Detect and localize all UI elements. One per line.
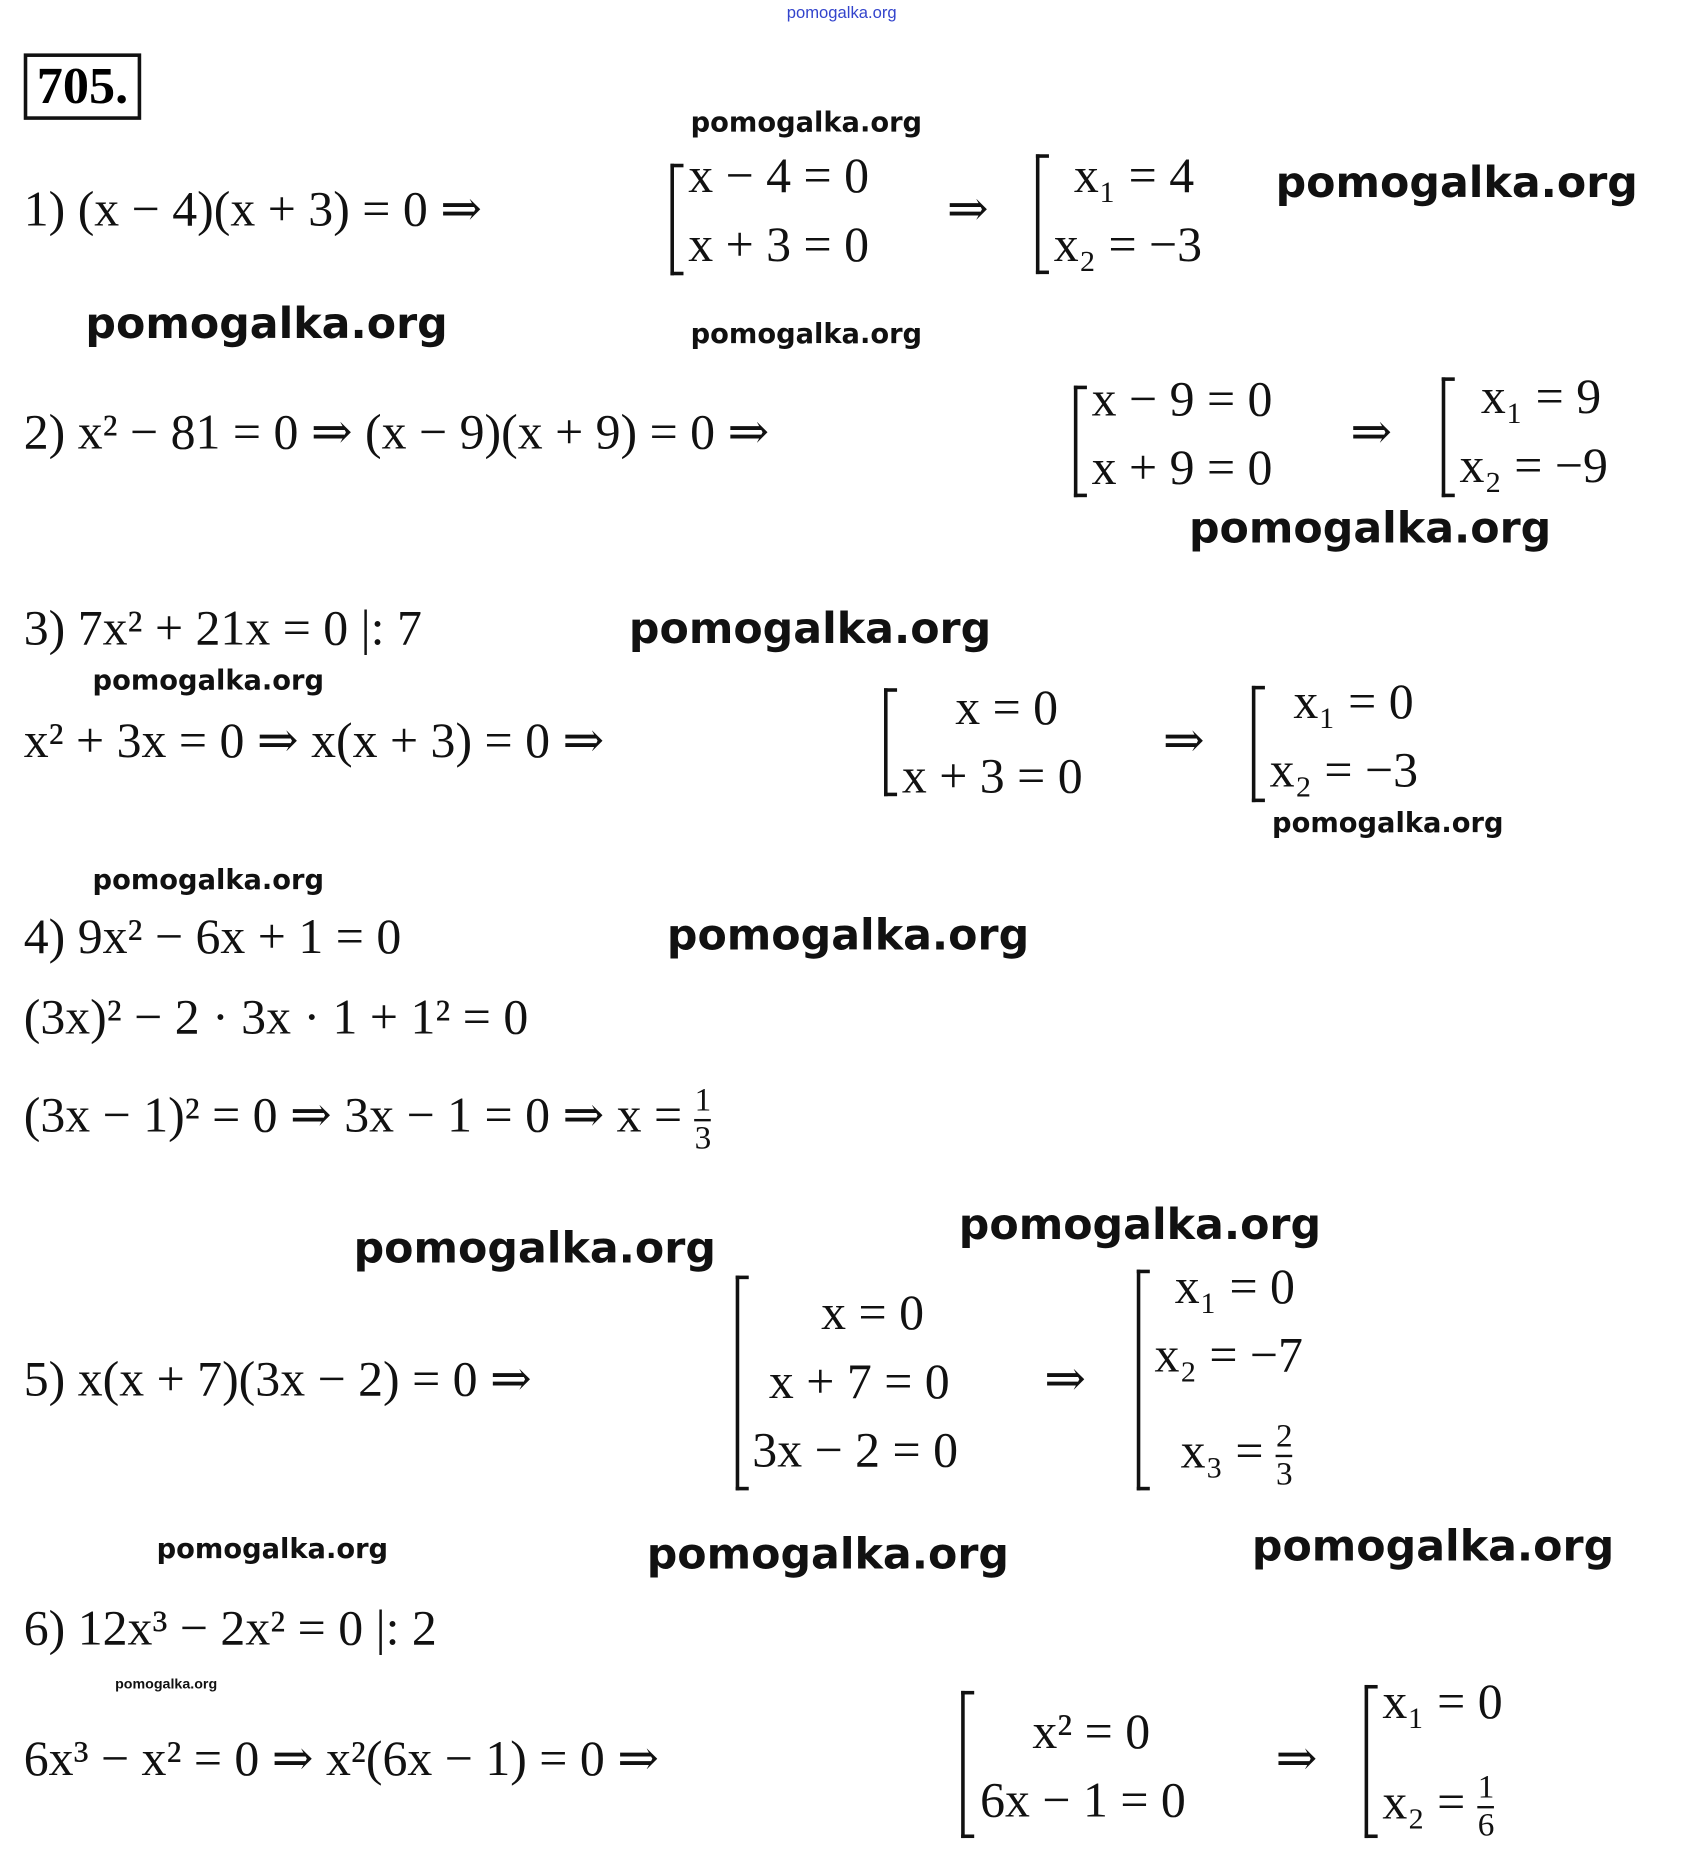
root: x₁ = 0 bbox=[1293, 675, 1414, 730]
system-bracket bbox=[1442, 377, 1455, 497]
root: x₁ = 0 bbox=[1174, 1260, 1295, 1315]
implies-arrow: ⇒ bbox=[1162, 714, 1205, 769]
p6-equation: 6) 12x³ − 2x² = 0 |: 2 bbox=[23, 1601, 437, 1657]
root bbox=[1382, 1770, 1494, 1844]
system-bracket bbox=[1074, 386, 1087, 498]
root: x₁ = 0 bbox=[1382, 1675, 1503, 1731]
implies-arrow: ⇒ bbox=[1044, 1352, 1086, 1408]
watermark: pomogalka.org bbox=[666, 911, 1030, 960]
denominator: 3 bbox=[694, 1120, 712, 1157]
root: x₁ = 4 bbox=[1073, 149, 1195, 205]
watermark: pomogalka.org bbox=[958, 1200, 1322, 1250]
watermark: pomogalka.org bbox=[1251, 1522, 1615, 1572]
denominator: 3 bbox=[1276, 1455, 1293, 1493]
p2-equation: 2) x² − 81 = 0 ⇒ (x − 9)(x + 9) = 0 ⇒ bbox=[23, 405, 770, 461]
fraction bbox=[1276, 1419, 1293, 1493]
watermark: pomogalka.org bbox=[156, 1534, 389, 1566]
p4-equation-3 bbox=[24, 1083, 712, 1157]
p5-equation: 5) x(x + 7)(3x − 2) = 0 ⇒ bbox=[23, 1352, 532, 1408]
p1-equation: 1) (x − 4)(x + 3) = 0 ⇒ bbox=[23, 182, 482, 238]
watermark: pomogalka.org bbox=[1188, 504, 1552, 553]
root-label: x₃ = bbox=[1180, 1424, 1264, 1480]
watermark: pomogalka.org bbox=[1272, 808, 1504, 839]
root-label: x₂ = bbox=[1382, 1775, 1466, 1831]
system-row: x − 9 = 0 bbox=[1091, 372, 1273, 428]
numerator: 1 bbox=[1478, 1770, 1495, 1808]
system-row: x = 0 bbox=[821, 1286, 924, 1341]
implies-arrow: ⇒ bbox=[946, 182, 989, 238]
system-row: x² = 0 bbox=[1032, 1705, 1151, 1760]
system-bracket bbox=[1252, 686, 1265, 802]
root: x₂ = −3 bbox=[1053, 218, 1203, 273]
implies-arrow: ⇒ bbox=[1275, 1732, 1318, 1788]
watermark: pomogalka.org bbox=[628, 605, 992, 654]
p6-equation-2: 6x³ − x² = 0 ⇒ x²(6x − 1) = 0 ⇒ bbox=[23, 1732, 660, 1788]
numerator: 1 bbox=[695, 1083, 712, 1121]
p4-equation-2: (3x)² − 2 · 3x · 1 + 1² = 0 bbox=[23, 990, 529, 1046]
system-row: 3x − 2 = 0 bbox=[752, 1423, 959, 1479]
system-row: x + 3 = 0 bbox=[688, 218, 870, 273]
root: x₁ = 9 bbox=[1480, 370, 1602, 425]
system-bracket bbox=[961, 1691, 974, 1838]
system-row: x + 9 = 0 bbox=[1091, 441, 1273, 496]
watermark: pomogalka.org bbox=[92, 665, 325, 697]
root: x₂ = −9 bbox=[1459, 439, 1608, 494]
equation-text: (3x − 1)² = 0 ⇒ 3x − 1 = 0 ⇒ x = bbox=[23, 1088, 683, 1144]
p3-equation: 3) 7x² + 21x = 0 |: 7 bbox=[23, 601, 422, 657]
system-row: x − 4 = 0 bbox=[688, 149, 870, 205]
watermark: pomogalka.org bbox=[690, 319, 923, 351]
system-bracket bbox=[670, 164, 683, 276]
numerator: 2 bbox=[1276, 1419, 1293, 1457]
p4-equation: 4) 9x² − 6x + 1 = 0 bbox=[23, 910, 402, 965]
system-bracket bbox=[884, 688, 897, 796]
watermark: pomogalka.org bbox=[92, 865, 325, 896]
system-bracket bbox=[1137, 1270, 1150, 1491]
fraction bbox=[1478, 1770, 1495, 1844]
watermark: pomogalka.org bbox=[115, 1675, 218, 1693]
problem-number: 705. bbox=[24, 53, 141, 119]
p3-equation-2: x² + 3x = 0 ⇒ x(x + 3) = 0 ⇒ bbox=[23, 714, 605, 769]
root: x₂ = −7 bbox=[1154, 1328, 1303, 1384]
denominator: 6 bbox=[1477, 1807, 1495, 1844]
system-row: x + 7 = 0 bbox=[768, 1355, 950, 1410]
implies-arrow: ⇒ bbox=[1350, 405, 1393, 461]
watermark: pomogalka.org bbox=[646, 1530, 1009, 1580]
system-row: x = 0 bbox=[955, 681, 1059, 736]
watermark: pomogalka.org bbox=[690, 107, 923, 139]
system-bracket bbox=[736, 1276, 749, 1491]
system-bracket bbox=[1365, 1685, 1378, 1838]
watermark: pomogalka.org bbox=[85, 300, 448, 349]
fraction bbox=[695, 1083, 712, 1157]
watermark: pomogalka.org bbox=[1275, 159, 1638, 208]
system-row: x + 3 = 0 bbox=[901, 749, 1083, 805]
system-bracket bbox=[1036, 154, 1049, 274]
root: x₂ = −3 bbox=[1269, 743, 1419, 799]
root bbox=[1181, 1419, 1293, 1493]
system-row: 6x − 1 = 0 bbox=[980, 1773, 1186, 1829]
watermark: pomogalka.org bbox=[353, 1224, 716, 1274]
watermark: pomogalka.org bbox=[786, 2, 897, 22]
